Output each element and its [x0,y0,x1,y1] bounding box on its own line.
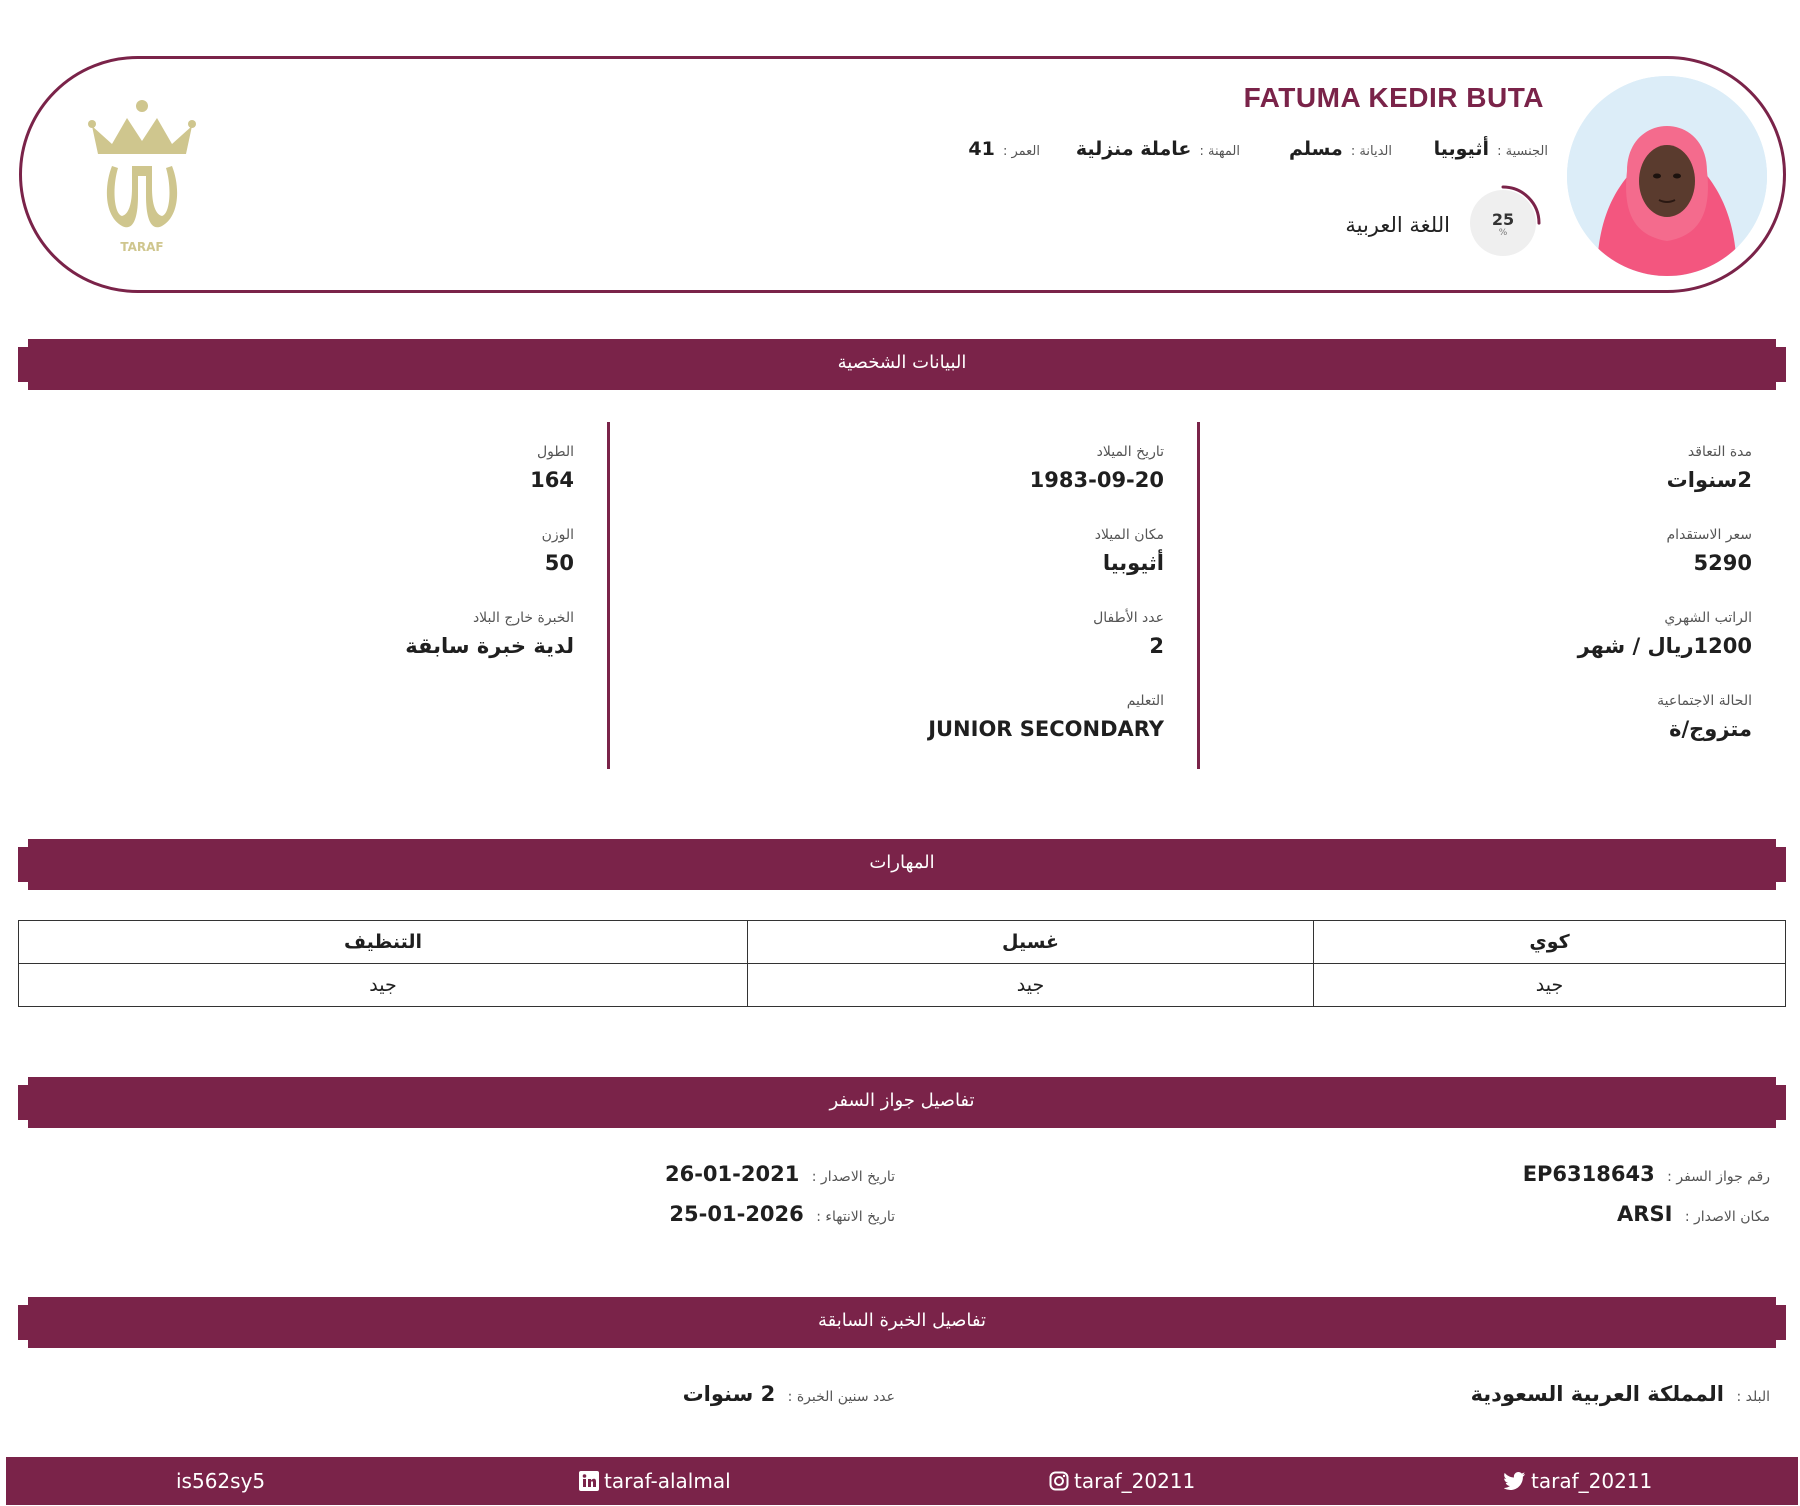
field-value: 50 [544,551,574,575]
skill-header: التنظيف [19,921,748,964]
linkedin-icon [579,1469,604,1493]
nationality-label: الجنسية : [1497,144,1548,159]
language-percent-symbol: % [1498,228,1508,238]
passport-issue-place-field [1617,1202,1770,1226]
taraf-logo [82,96,202,256]
field-value: المملكة العربية السعودية [1470,1382,1725,1406]
field-value: متزوج/ة [1669,717,1752,741]
age-label: العمر : [1002,144,1040,159]
skill-header: كوي [1314,921,1786,964]
section-bar-passport [18,1077,1786,1128]
age-field [968,138,1040,160]
footer-instagram-link[interactable] [1049,1469,1195,1493]
nationality-value: أثيوبيا [1433,138,1489,160]
passport-number-field [1523,1162,1770,1186]
passport-expiry-date-field [669,1202,895,1226]
field-value: 5290 [1693,551,1752,575]
religion-field [1289,138,1392,160]
profession-field [1076,138,1240,160]
field-label: تاريخ الانتهاء : [816,1209,895,1225]
personal-field [1578,610,1752,658]
personal-field [1095,527,1164,575]
field-value: ARSI [1617,1202,1673,1226]
linkedin-handle: taraf-alalmal [604,1469,731,1493]
skill-header: غسيل [748,921,1314,964]
field-value: لدية خبرة سابقة [405,634,574,658]
profile-photo [1567,76,1767,276]
experience-years-field [683,1382,895,1406]
instagram-icon [1049,1469,1074,1493]
column-divider [607,422,610,769]
field-label: مدة التعاقد [1687,444,1752,460]
personal-field [1030,444,1164,492]
personal-field [530,444,574,492]
field-label: عدد الأطفال [1093,610,1164,626]
nationality-field [1434,138,1548,160]
personal-field [1093,610,1164,658]
skill-level: جيد [19,964,748,1007]
profession-label: المهنة : [1199,144,1240,159]
field-label: مكان الميلاد [1094,527,1164,543]
twitter-icon [1504,1469,1531,1493]
skill-level: جيد [1314,964,1786,1007]
field-label: مكان الاصدار : [1684,1209,1770,1225]
personal-field [405,610,574,658]
footer-code: is562sy5 [176,1469,266,1493]
section-title-experience: تفاصيل الخبرة السابقة [817,1310,987,1331]
field-value: 2026-01-25 [669,1202,804,1226]
field-label: عدد سنين الخبرة : [787,1389,895,1405]
footer-bar [6,1457,1798,1505]
footer-twitter-link[interactable] [1504,1469,1652,1493]
field-value: 2سنوات [1666,468,1752,492]
profile-name: FATUMA KEDIR BUTA [1243,82,1544,113]
field-value: 2 سنوات [682,1382,776,1406]
language-progress-ring [1470,190,1536,256]
passport-issue-date-field [665,1162,895,1186]
religion-value: مسلم [1289,138,1343,160]
field-label: البلد : [1736,1389,1770,1405]
field-label: سعر الاستقدام [1666,527,1752,543]
section-bar-experience [18,1297,1786,1348]
table-row [19,921,1786,964]
profession-value: عاملة منزلية [1075,138,1192,160]
twitter-handle: taraf_20211 [1531,1469,1653,1493]
field-value: 2 [1149,634,1164,658]
field-value: EP6318643 [1522,1162,1655,1186]
personal-field [542,527,574,575]
skill-level: جيد [748,964,1314,1007]
field-value: 164 [530,468,574,492]
section-bar-personal [18,339,1786,390]
field-label: الخبرة خارج البلاد [472,610,574,626]
field-label: التعليم [1126,693,1164,709]
age-value: 41 [968,138,995,160]
table-row [19,964,1786,1007]
instagram-handle: taraf_20211 [1074,1469,1196,1493]
field-value: 1983-09-20 [1029,468,1164,492]
field-label: تاريخ الاصدار : [811,1169,895,1185]
field-label: الطول [536,444,574,460]
section-title-personal: البيانات الشخصية [837,352,967,373]
field-value: JUNIOR SECONDARY [928,717,1164,741]
field-label: الوزن [541,527,574,543]
religion-label: الديانة : [1350,144,1392,159]
field-label: رقم جواز السفر : [1667,1169,1770,1185]
field-label: الراتب الشهري [1664,610,1752,626]
experience-country-field [1471,1382,1770,1406]
language-percent: 25 [1491,210,1515,229]
column-divider [1197,422,1200,769]
personal-field [1667,527,1752,575]
field-value: 2021-01-26 [664,1162,800,1186]
skills-table [18,920,1786,1007]
section-title-skills: المهارات [869,852,935,873]
personal-field [928,693,1164,741]
field-value: أثيوبيا [1102,551,1164,575]
field-value: 1200ريال / شهر [1577,634,1752,658]
footer-linkedin-link[interactable] [579,1469,731,1493]
section-title-passport: تفاصيل جواز السفر [829,1090,975,1111]
section-bar-skills [18,839,1786,890]
logo-text: TARAF [120,240,164,254]
language-label: اللغة العربية [1345,213,1450,237]
field-label: الحالة الاجتماعية [1657,693,1752,709]
field-label: تاريخ الميلاد [1096,444,1164,460]
personal-field [1667,444,1752,492]
personal-field [1657,693,1752,741]
